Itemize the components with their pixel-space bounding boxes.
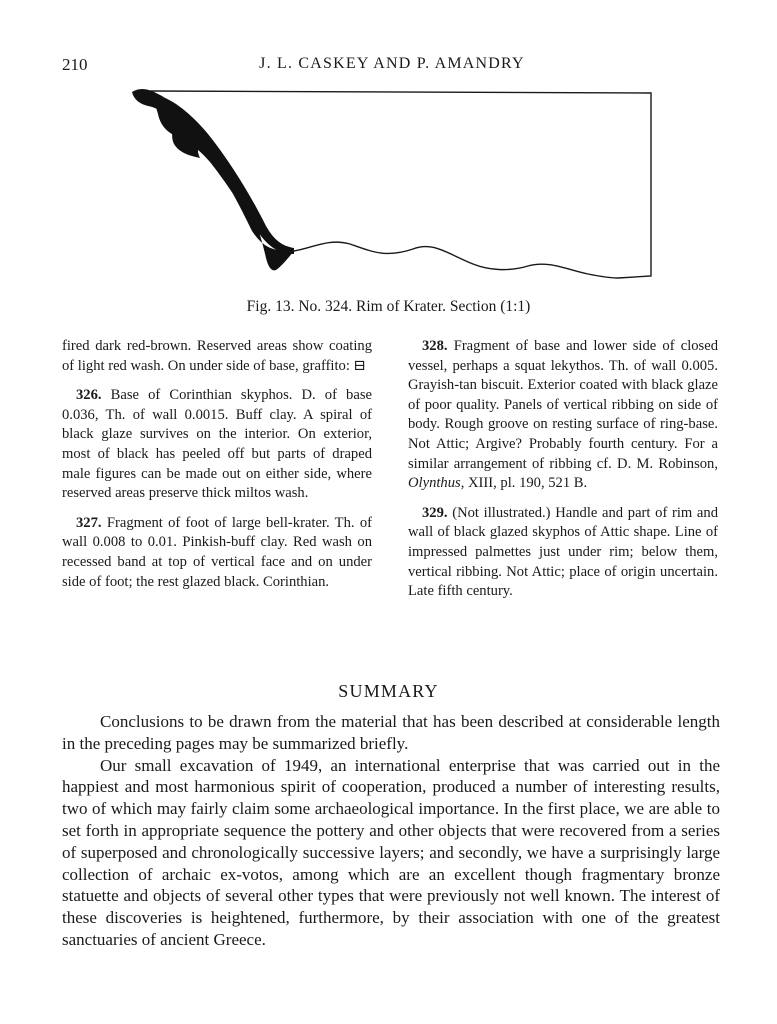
summary-paragraph: Our small excavation of 1949, an international enterprise that was carried out in the happiest and most harmonious spirit of cooperation, produced a number of interesting results, two of which may fairly claim some archaeological importance. In the first place, we are able to set forth in appropriate sequence the pottery and other objects that were recovered from a series of superposed and chronologically successive layers; and secondly, we have a surprisingly large collection of archaic ex-votos, among which are an excellent though fragmentary bronze statuette and objects of several other types that were previously not well known. The interest of these discoveries is heightened, furthermore, by their association with one of the greatest sanctuaries of ancient Greece. <box>62 755 720 949</box>
page-header <box>62 55 722 79</box>
entry-326 <box>62 386 372 504</box>
entry-text: (Not illustrated.) Handle and part of rim and wall of black glazed skyphos of Attic shape. Line of impressed palmettes just under rim; below them, vertical ribbing. Not Attic; place of origin uncertain. Late fifth century. <box>408 504 718 600</box>
summary-heading: SUMMARY <box>338 681 439 701</box>
graffito-glyph: ⊟ <box>353 357 366 374</box>
left-column <box>62 337 372 592</box>
continuation-paragraph <box>62 337 372 376</box>
entry-number: 327. <box>76 514 102 531</box>
entry-number: 329. <box>422 504 448 521</box>
entry-number: 328. <box>422 338 448 354</box>
page-number: 210 <box>62 55 88 74</box>
running-head: J. L. CASKEY AND P. AMANDRY <box>259 55 525 72</box>
entry-text-tail: , XIII, pl. 190, 521 B. <box>460 475 588 492</box>
publication-title: Olynthus <box>408 475 461 492</box>
summary-body <box>62 711 720 951</box>
right-column <box>408 337 718 602</box>
entry-327 <box>62 514 372 592</box>
entry-328 <box>408 337 718 494</box>
entry-329 <box>408 504 718 602</box>
krater-rim-section-drawing <box>128 86 656 282</box>
continuation-text: fired dark red-brown. Reserved areas show coating of light red wash. On under side of base, graffito: <box>62 338 372 374</box>
figure-caption: Fig. 13. No. 324. Rim of Krater. Section (1:1) <box>246 298 531 315</box>
entry-number: 326. <box>76 387 102 404</box>
entry-text: Fragment of base and lower side of closed vessel, perhaps a squat lekythos. Th. of wall 0.005. Grayish-tan biscuit. Exterior coated with black glaze of poor quality. Panels of vertical ribbing on side of body. Rough groove on resting surface of ring-base. Not Attic; Argive? Probably fourth century. For a similar arrangement of ribbing cf. D. M. Robinson, <box>408 338 718 472</box>
entry-text: Base of Corinthian skyphos. D. of base 0.036, Th. of wall 0.0015. Buff clay. A spiral of black glaze survives on the interior. On exterior, most of black has peeled off but parts of draped male figures can be made out on either side, where reserved areas preserve thick miltos wash. <box>62 387 372 502</box>
entry-text: Fragment of foot of large bell-krater. Th. of wall 0.008 to 0.01. Pinkish-buff clay. Red wash on recessed band at top of vertical face and on under side of foot; the rest glazed black. Corinthian. <box>62 514 372 590</box>
summary-paragraph: Conclusions to be drawn from the material that has been described at considerable length in the preceding pages may be summarized briefly. <box>62 712 720 753</box>
section-outline <box>150 91 651 278</box>
rim-section-profile-body <box>152 94 294 254</box>
